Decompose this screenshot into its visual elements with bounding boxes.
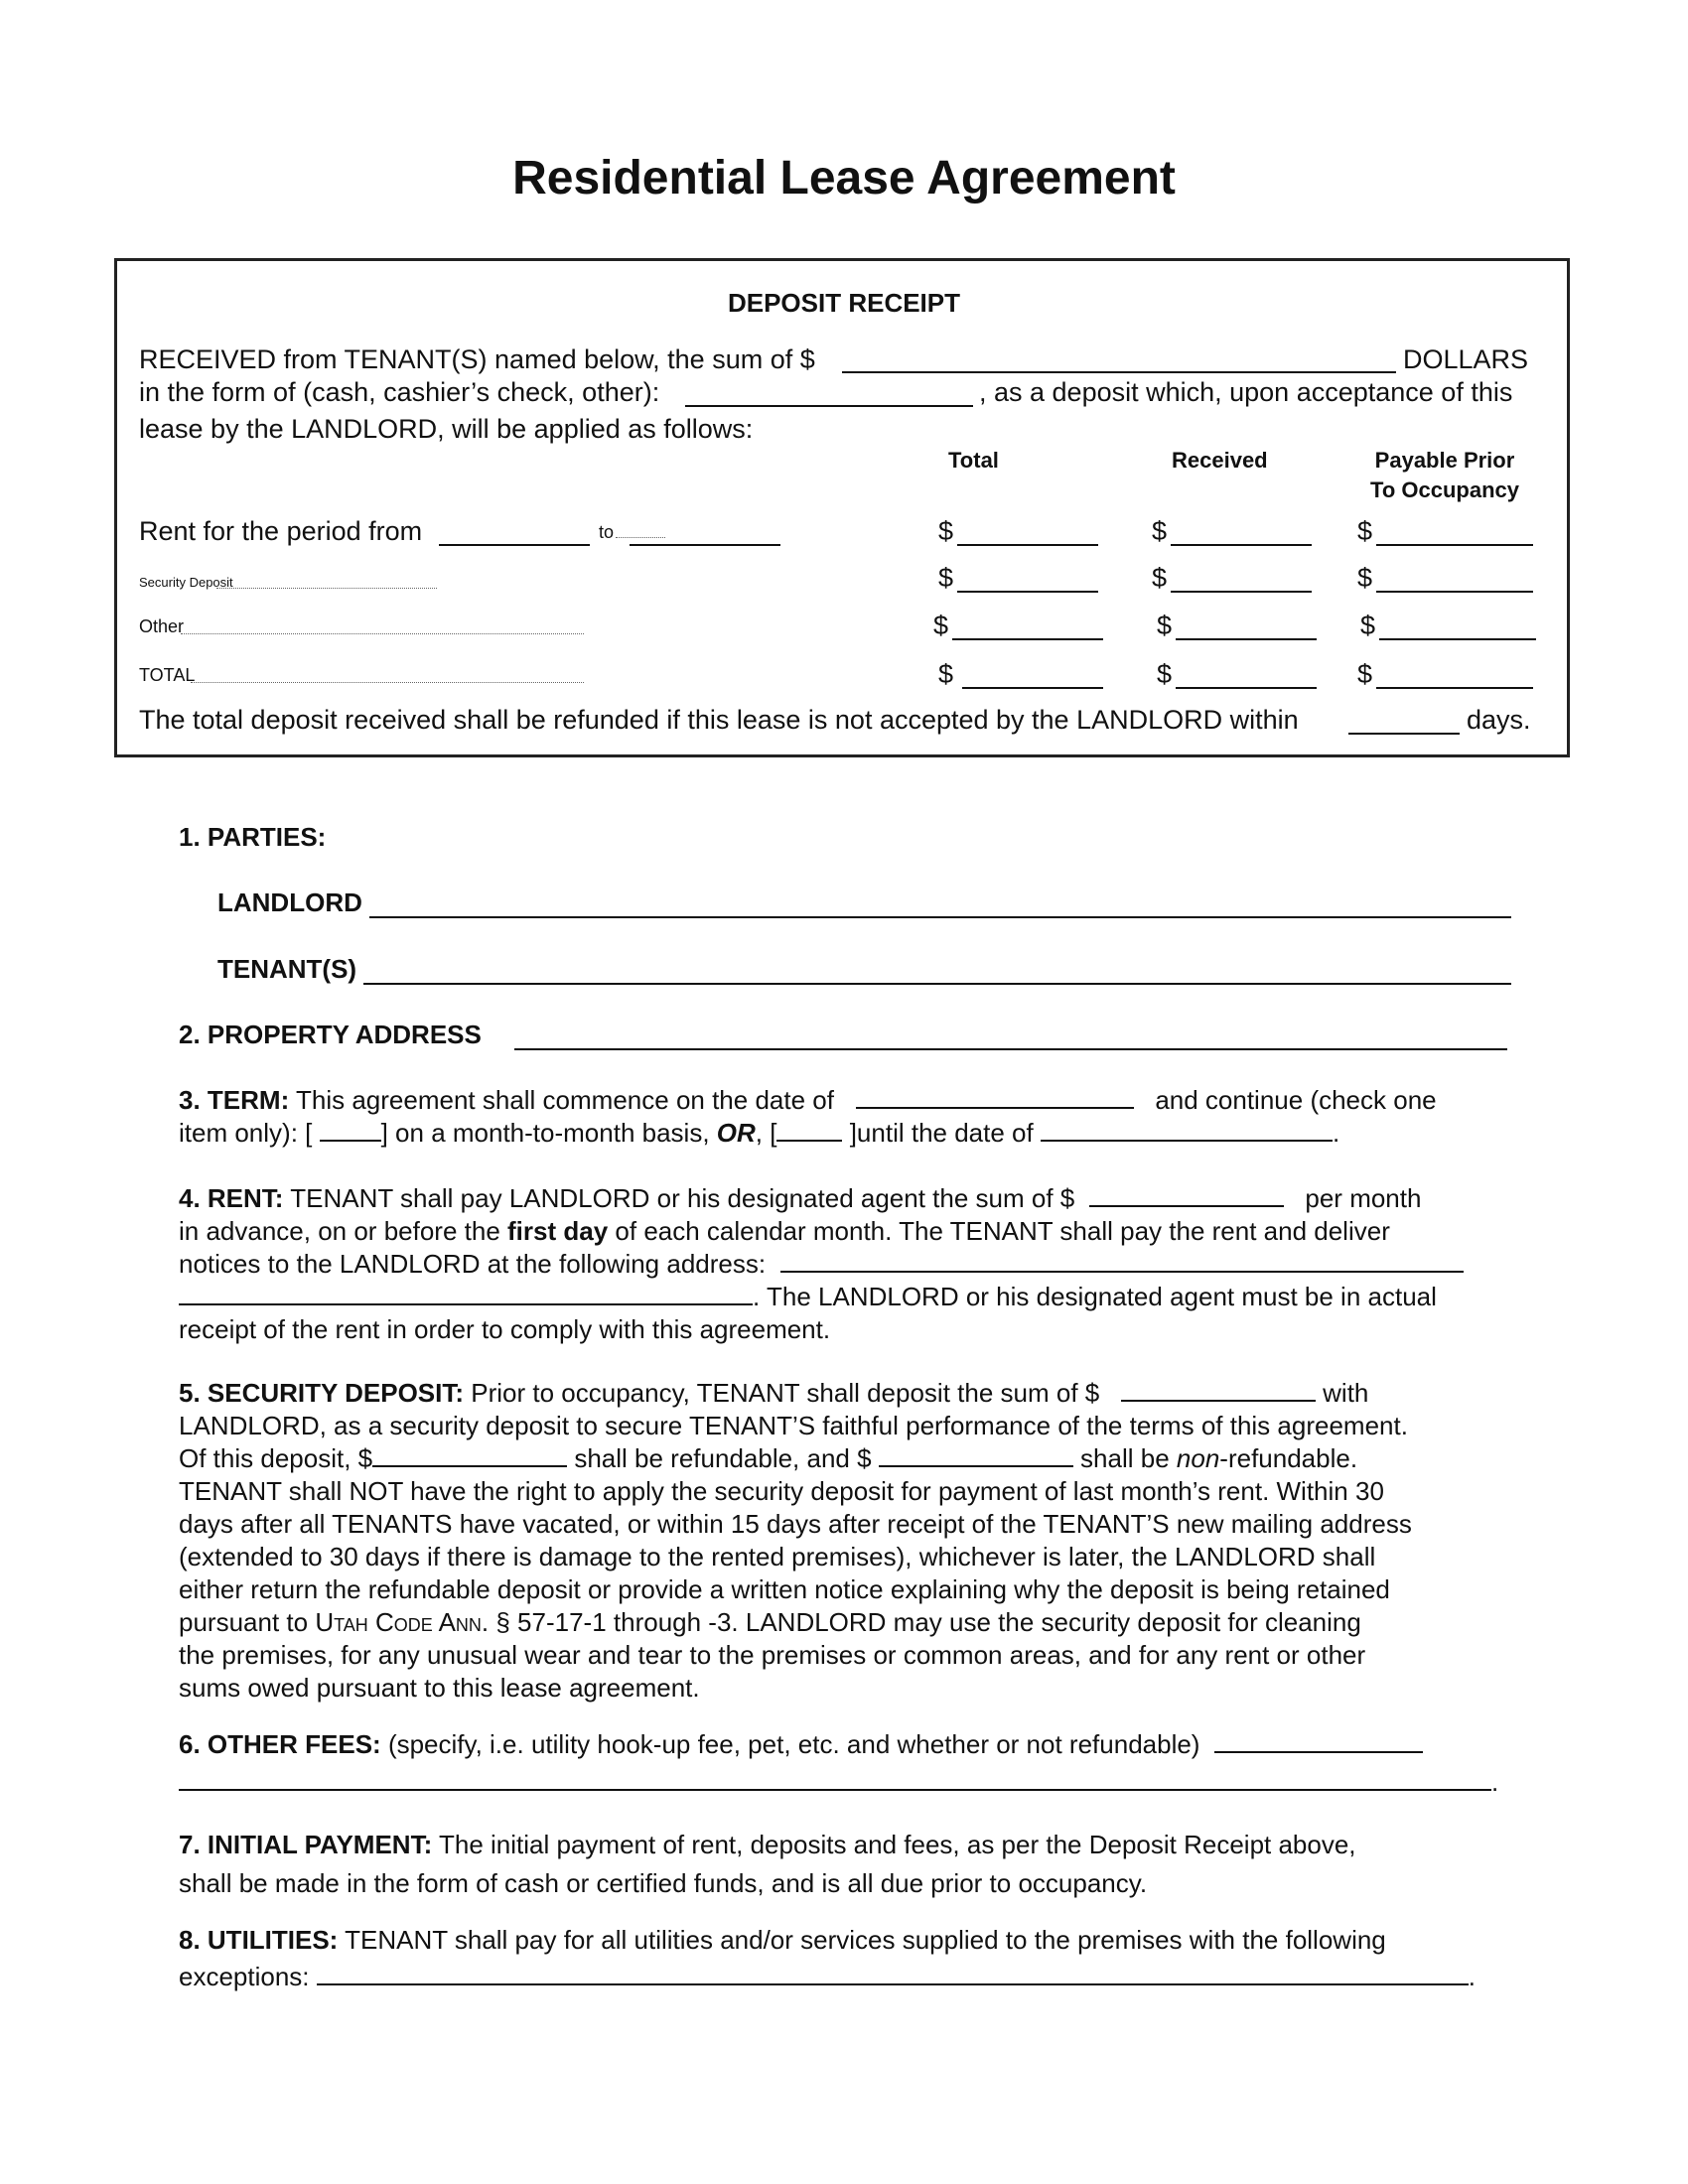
landlord-field[interactable]: [369, 916, 1511, 918]
initial-payment-text-b: shall be made in the form of cash or certified funds, and is all due prior to occupancy.: [179, 1868, 1148, 1898]
sum-dollars-field[interactable]: [842, 371, 1396, 373]
rent-payable-field[interactable]: [1376, 544, 1533, 546]
deposit-text-m: § 57-17-1 through -3. LANDLORD may use the security deposit for cleaning: [495, 1607, 1361, 1637]
refund-days-field[interactable]: [1348, 733, 1460, 735]
term-text-g: .: [1332, 1118, 1340, 1148]
security-deposit-leader: [216, 588, 437, 589]
non-refundable-amount-field[interactable]: [879, 1443, 1073, 1467]
other-fees-end: .: [1491, 1767, 1499, 1797]
deposit-text-o: sums owed pursuant to this lease agreement.: [179, 1673, 700, 1703]
payment-form-field[interactable]: [685, 405, 973, 407]
section-7-heading: 7. INITIAL PAYMENT:: [179, 1830, 433, 1859]
security-total-dollar: $: [938, 563, 954, 593]
deposit-text-j: (extended to 30 days if there is damage to the rented premises), whichever is later, the LANDLORD shall: [179, 1542, 1376, 1571]
rent-text-b: per month: [1305, 1183, 1422, 1213]
section-8-utilities: [179, 1922, 1509, 1995]
utilities-text-a: TENANT shall pay for all utilities and/or services supplied to the premises with the following: [345, 1925, 1386, 1955]
section-8-heading: 8. UTILITIES:: [179, 1925, 339, 1955]
other-payable-dollar: $: [1360, 611, 1376, 640]
other-label: Other: [139, 616, 185, 636]
other-received-dollar: $: [1157, 611, 1173, 640]
section-4-heading: 4. RENT:: [179, 1183, 284, 1213]
grand-received-field[interactable]: [1176, 687, 1317, 689]
section-5-security-deposit: [179, 1377, 1509, 1705]
deposit-text-f: shall be: [1080, 1443, 1170, 1473]
rent-text-g: receipt of the rent in order to comply with this agreement.: [179, 1314, 831, 1344]
section-6-heading: 6. OTHER FEES:: [179, 1729, 381, 1759]
rent-period-to-label: to: [599, 522, 615, 542]
deposit-text-e: shall be refundable, and $: [574, 1443, 872, 1473]
other-fees-text: (specify, i.e. utility hook-up fee, pet, etc. and whether or not refundable): [387, 1729, 1200, 1759]
refundable-amount-field[interactable]: [372, 1443, 567, 1467]
rent-text-e: notices to the LANDLORD at the following address:: [179, 1249, 767, 1279]
section-3-term: [179, 1084, 1509, 1150]
landlord-label: LANDLORD: [217, 887, 362, 917]
month-to-month-checkbox[interactable]: [320, 1118, 381, 1142]
deposit-text-h: TENANT shall NOT have the right to apply the security deposit for payment of last month’s rent. Within 30: [179, 1476, 1384, 1506]
grand-received-dollar: $: [1157, 659, 1173, 689]
received-from-text: RECEIVED from TENANT(S) named below, the sum of $: [139, 344, 815, 374]
section-2-title: 2. PROPERTY ADDRESS: [179, 1020, 482, 1049]
rent-payable-dollar: $: [1357, 516, 1373, 546]
until-date-checkbox[interactable]: [776, 1118, 842, 1142]
rent-period-label: Rent for the period from: [139, 516, 423, 546]
section-1-title: 1. PARTIES:: [179, 822, 327, 852]
initial-payment-text-a: The initial payment of rent, deposits and fees, as per the Deposit Receipt above,: [439, 1830, 1356, 1859]
utilities-text-b: exceptions:: [179, 1962, 310, 1991]
deposit-text-g: -refundable.: [1219, 1443, 1358, 1473]
security-deposit-label: Security Deposit: [139, 575, 233, 590]
term-text-a: This agreement shall commence on the date of: [296, 1085, 834, 1115]
property-address-field[interactable]: [514, 1048, 1507, 1050]
deposit-text-k: either return the refundable deposit or provide a written notice explaining why the deposit is being retained: [179, 1574, 1390, 1604]
tenants-field[interactable]: [363, 983, 1511, 985]
term-text-b: and continue (check one: [1155, 1085, 1437, 1115]
section-7-initial-payment: [179, 1826, 1509, 1903]
other-payable-field[interactable]: [1379, 638, 1536, 640]
term-text-e: , [: [755, 1118, 777, 1148]
applied-as-follows-text: lease by the LANDLORD, will be applied as follows:: [139, 414, 754, 444]
rent-text-a: TENANT shall pay LANDLORD or his designated agent the sum of $: [290, 1183, 1075, 1213]
rent-to-leader: [616, 537, 665, 538]
term-text-d: ] on a month-to-month basis,: [380, 1118, 710, 1148]
other-total-dollar: $: [933, 611, 949, 640]
term-or: OR: [716, 1118, 756, 1148]
page-title: Residential Lease Agreement: [512, 152, 1176, 205]
utilities-end: .: [1468, 1962, 1476, 1991]
notice-address-field-1[interactable]: [780, 1249, 1464, 1273]
security-received-field[interactable]: [1171, 591, 1312, 593]
form-of-payment-text: in the form of (cash, cashier’s check, other):: [139, 377, 660, 407]
dollars-label: DOLLARS: [1403, 344, 1529, 374]
deposit-non: non: [1176, 1443, 1220, 1473]
security-payable-dollar: $: [1357, 563, 1373, 593]
deposit-acceptance-text: , as a deposit which, upon acceptance of this: [979, 377, 1513, 407]
grand-payable-dollar: $: [1357, 659, 1373, 689]
total-label: TOTAL: [139, 665, 196, 685]
tenants-label: TENANT(S): [217, 954, 357, 984]
security-total-field[interactable]: [957, 591, 1098, 593]
other-fees-field-1[interactable]: [1214, 1729, 1423, 1753]
rent-text-f: . The LANDLORD or his designated agent must be in actual: [753, 1282, 1437, 1311]
section-6-other-fees: [179, 1728, 1509, 1799]
deposit-text-n: the premises, for any unusual wear and tear to the premises or common areas, and for any rent or other: [179, 1640, 1366, 1670]
rent-first-day: first day: [507, 1216, 609, 1246]
rent-received-dollar: $: [1152, 516, 1168, 546]
deposit-receipt-heading: DEPOSIT RECEIPT: [727, 288, 961, 318]
section-3-heading: 3. TERM:: [179, 1085, 290, 1115]
refund-text: The total deposit received shall be refunded if this lease is not accepted by the LANDLORD within: [139, 705, 1299, 735]
rent-text-d: of each calendar month. The TENANT shall pay the rent and deliver: [615, 1216, 1390, 1246]
security-received-dollar: $: [1152, 563, 1168, 593]
deposit-text-l: pursuant to: [179, 1607, 309, 1637]
term-text-f: ]until the date of: [849, 1118, 1034, 1148]
other-total-field[interactable]: [952, 638, 1103, 640]
column-received-header: Received: [1172, 448, 1268, 473]
grand-total-field[interactable]: [962, 687, 1103, 689]
deposit-text-d: Of this deposit, $: [179, 1443, 373, 1473]
other-received-field[interactable]: [1176, 638, 1317, 640]
utah-code-citation: Utah Code Ann.: [315, 1607, 490, 1637]
column-payable-header-1: Payable Prior: [1374, 448, 1515, 473]
grand-payable-field[interactable]: [1376, 687, 1533, 689]
section-4-rent: [179, 1182, 1509, 1346]
other-leader: [181, 633, 584, 634]
commence-date-field[interactable]: [856, 1085, 1134, 1109]
rent-period-from-field[interactable]: [439, 544, 590, 546]
rent-period-to-field[interactable]: [630, 544, 780, 546]
utilities-exceptions-field[interactable]: [317, 1962, 1469, 1985]
term-text-c: item only): [: [179, 1118, 313, 1148]
deposit-text-i: days after all TENANTS have vacated, or within 15 days after receipt of the TENANT’S new mailing address: [179, 1509, 1412, 1539]
refund-days-label: days.: [1467, 705, 1531, 735]
security-deposit-amount-field[interactable]: [1121, 1378, 1316, 1402]
rent-received-field[interactable]: [1171, 544, 1312, 546]
column-total-header: Total: [948, 448, 999, 473]
notice-address-field-2[interactable]: [179, 1282, 753, 1305]
until-date-field[interactable]: [1041, 1118, 1333, 1142]
rent-total-field[interactable]: [957, 544, 1098, 546]
section-5-heading: 5. SECURITY DEPOSIT:: [179, 1378, 465, 1408]
grand-total-dollar: $: [938, 659, 954, 689]
other-fees-field-2[interactable]: [179, 1767, 1491, 1791]
rent-amount-field[interactable]: [1089, 1183, 1284, 1207]
total-leader: [191, 682, 584, 683]
rent-total-dollar: $: [938, 516, 954, 546]
deposit-text-b: with: [1323, 1378, 1369, 1408]
deposit-text-a: Prior to occupancy, TENANT shall deposit the sum of $: [471, 1378, 1100, 1408]
security-payable-field[interactable]: [1376, 591, 1533, 593]
rent-text-c: in advance, on or before the: [179, 1216, 500, 1246]
deposit-text-c: LANDLORD, as a security deposit to secure TENANT’S faithful performance of the terms of this agreement.: [179, 1411, 1408, 1440]
column-payable-header-2: To Occupancy: [1370, 478, 1519, 502]
